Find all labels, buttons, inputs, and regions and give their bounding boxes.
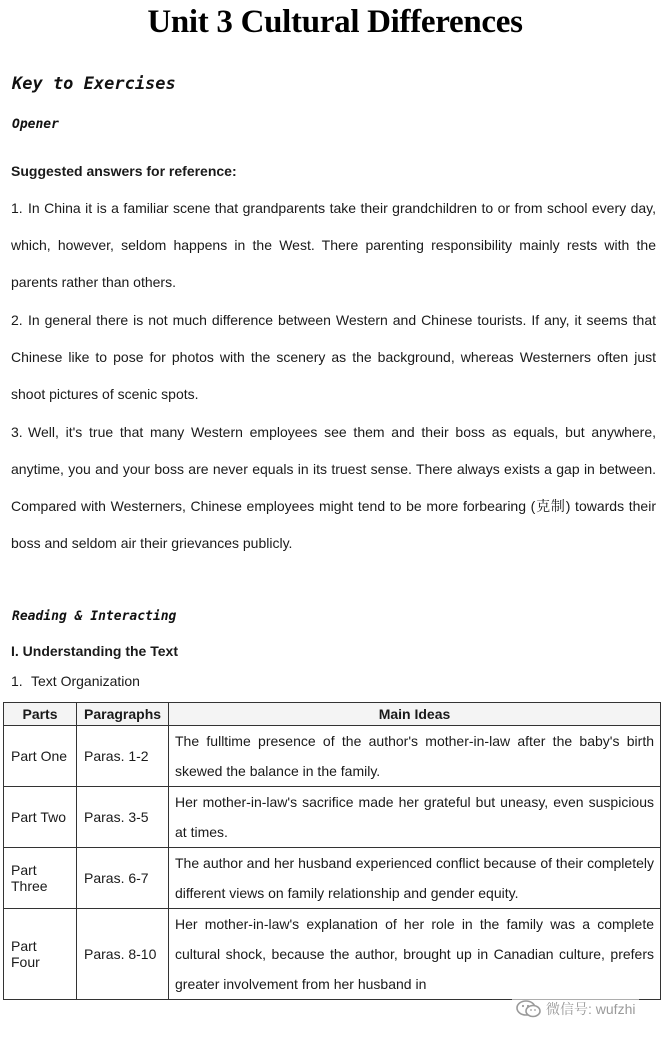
cell-main-idea: The author and her husband experienced conflict because of their completely different views on family relationship and gender equity. <box>169 848 661 909</box>
text-organization-label <box>11 673 140 689</box>
cell-part: Part Three <box>4 848 77 909</box>
answer-number: 1. <box>11 200 23 216</box>
header-main-ideas: Main Ideas <box>169 703 661 726</box>
cell-part: Part One <box>4 726 77 787</box>
wechat-icon <box>516 999 542 1019</box>
header-parts: Parts <box>4 703 77 726</box>
answer-text: Well, it's true that many Western employees see them and their boss as equals, but anywhere, anytime, you and your boss are never equals in its truest sense. There always exists a gap in between. Compared with Westerners, Chinese employees might tend to be more forbearing (克制) towards their boss and seldom air their grievances publicly. <box>11 424 656 551</box>
key-to-exercises-heading: Key to Exercises <box>12 74 176 94</box>
page-title: Unit 3 Cultural Differences <box>147 4 523 40</box>
text-org-title: Text Organization <box>31 673 140 689</box>
cell-paragraphs: Paras. 6-7 <box>77 848 169 909</box>
answer-item <box>11 190 656 301</box>
text-organization-table <box>3 702 661 1000</box>
reading-interacting-heading: Reading & Interacting <box>12 609 177 624</box>
cell-paragraphs: Paras. 3-5 <box>77 787 169 848</box>
cell-paragraphs: Paras. 1-2 <box>77 726 169 787</box>
cell-main-idea: Her mother-in-law's sacrifice made her grateful but uneasy, even suspicious at times. <box>169 787 661 848</box>
cell-part: Part Four <box>4 909 77 1000</box>
answer-item <box>11 414 656 562</box>
watermark-text: 微信号: wufzhi <box>546 1001 636 1017</box>
wechat-watermark <box>512 999 639 1019</box>
understanding-text-heading: I. Understanding the Text <box>11 643 178 659</box>
cell-main-idea: Her mother-in-law's explanation of her role in the family was a complete cultural shock, because the author, brought up in Canadian culture, prefers greater involvement from her husband in <box>169 909 661 1000</box>
table-row <box>4 726 661 787</box>
table-header-row <box>4 703 661 726</box>
text-org-number: 1. <box>11 673 23 689</box>
table-row <box>4 787 661 848</box>
answer-number: 3. <box>11 424 23 440</box>
answer-number: 2. <box>11 312 23 328</box>
suggested-answers-heading: Suggested answers for reference: <box>11 163 237 179</box>
opener-heading: Opener <box>12 117 59 132</box>
answer-text: In general there is not much difference between Western and Chinese tourists. If any, it seems that Chinese like to pose for photos with the scenery as the background, whereas Westerners often just shoot pictures of scenic spots. <box>11 312 656 402</box>
cell-paragraphs: Paras. 8-10 <box>77 909 169 1000</box>
cell-main-idea: The fulltime presence of the author's mother-in-law after the baby's birth skewed the balance in the family. <box>169 726 661 787</box>
answer-item <box>11 302 656 413</box>
answer-text: In China it is a familiar scene that grandparents take their grandchildren to or from school every day, which, however, seldom happens in the West. There parenting responsibility mainly rests with the parents rather than others. <box>11 200 656 290</box>
table-row <box>4 848 661 909</box>
table-row <box>4 909 661 1000</box>
header-paragraphs: Paragraphs <box>77 703 169 726</box>
cell-part: Part Two <box>4 787 77 848</box>
